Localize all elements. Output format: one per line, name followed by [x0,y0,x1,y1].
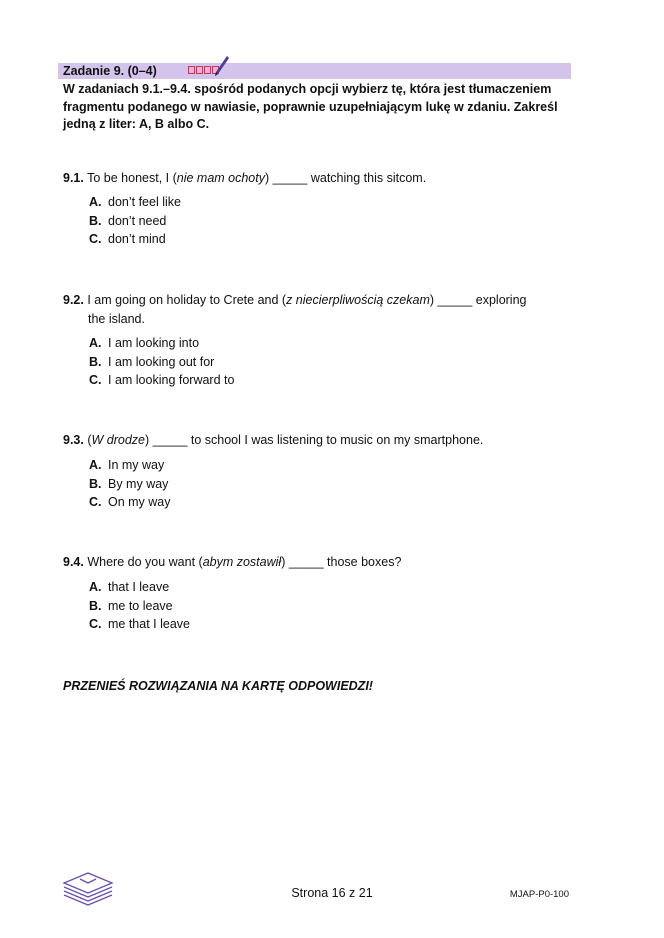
option-b[interactable]: B. By my way [89,476,169,491]
question-9-2 [63,291,543,328]
question-number: 9.3. [63,433,84,447]
question-number: 9.2. [63,293,84,307]
option-c[interactable]: C. I am looking forward to [89,373,235,387]
question-text-after: ) _____ those boxes? [281,555,402,569]
question-number: 9.1. [63,171,84,185]
options-9-3 [89,456,171,512]
question-number: 9.4. [63,555,84,569]
option-a[interactable]: A. don’t feel like [89,195,181,209]
option-c[interactable]: C. me that I leave [89,617,190,631]
options-9-4 [89,578,190,634]
question-text-italic: z niecierpliwością czekam [286,293,430,307]
option-b[interactable]: B. don’t need [89,213,167,228]
question-9-1 [63,169,543,188]
options-9-2 [89,334,234,390]
task-title: Zadanie 9. (0–4) [63,64,157,78]
option-b[interactable]: B. I am looking out for [89,354,215,369]
question-text-before: Where do you want ( [87,555,203,569]
question-text-italic: nie mam ochoty [176,171,265,185]
option-c[interactable]: C. On my way [89,495,171,509]
question-9-3 [63,431,543,450]
option-c[interactable]: C. don’t mind [89,232,166,246]
score-box [188,66,195,74]
question-text-after: ) _____ to school I was listening to music on my smartphone. [145,433,484,447]
question-text-before: I am going on holiday to Crete and ( [87,293,287,307]
options-9-1 [89,193,181,249]
pen-icon [214,55,230,77]
score-box [204,66,211,74]
question-text-after: ) _____ exploring [429,293,527,307]
question-text-italic: W drodze [91,433,146,447]
question-9-4 [63,553,543,572]
option-b[interactable]: B. me to leave [89,598,173,613]
question-text-before: ( [87,433,92,447]
question-text-continued: the island. [88,311,145,326]
option-a[interactable]: A. In my way [89,458,165,472]
question-text-after: ) _____ watching this sitcom. [264,171,427,185]
score-box [196,66,203,74]
document-code: MJAP-P0-100 [509,889,569,900]
option-a[interactable]: A. I am looking into [89,336,200,350]
page-number: Strona 16 z 21 [291,886,373,900]
question-text-before: To be honest, I ( [87,171,177,185]
transfer-answers-note: PRZENIEŚ ROZWIĄZANIA NA KARTĘ ODPOWIEDZI! [63,679,373,693]
question-text-italic: abym zostawił [202,555,282,569]
option-a[interactable]: A. that I leave [89,580,170,594]
task-instruction: W zadaniach 9.1.–9.4. spośród podanych opcji wybierz tę, która jest tłumaczeniem fragmentu podanego w nawiasie, poprawnie uzupełniającym lukę w zdaniu. Zakreśl jedną z liter: A, B albo C. [63,82,558,131]
